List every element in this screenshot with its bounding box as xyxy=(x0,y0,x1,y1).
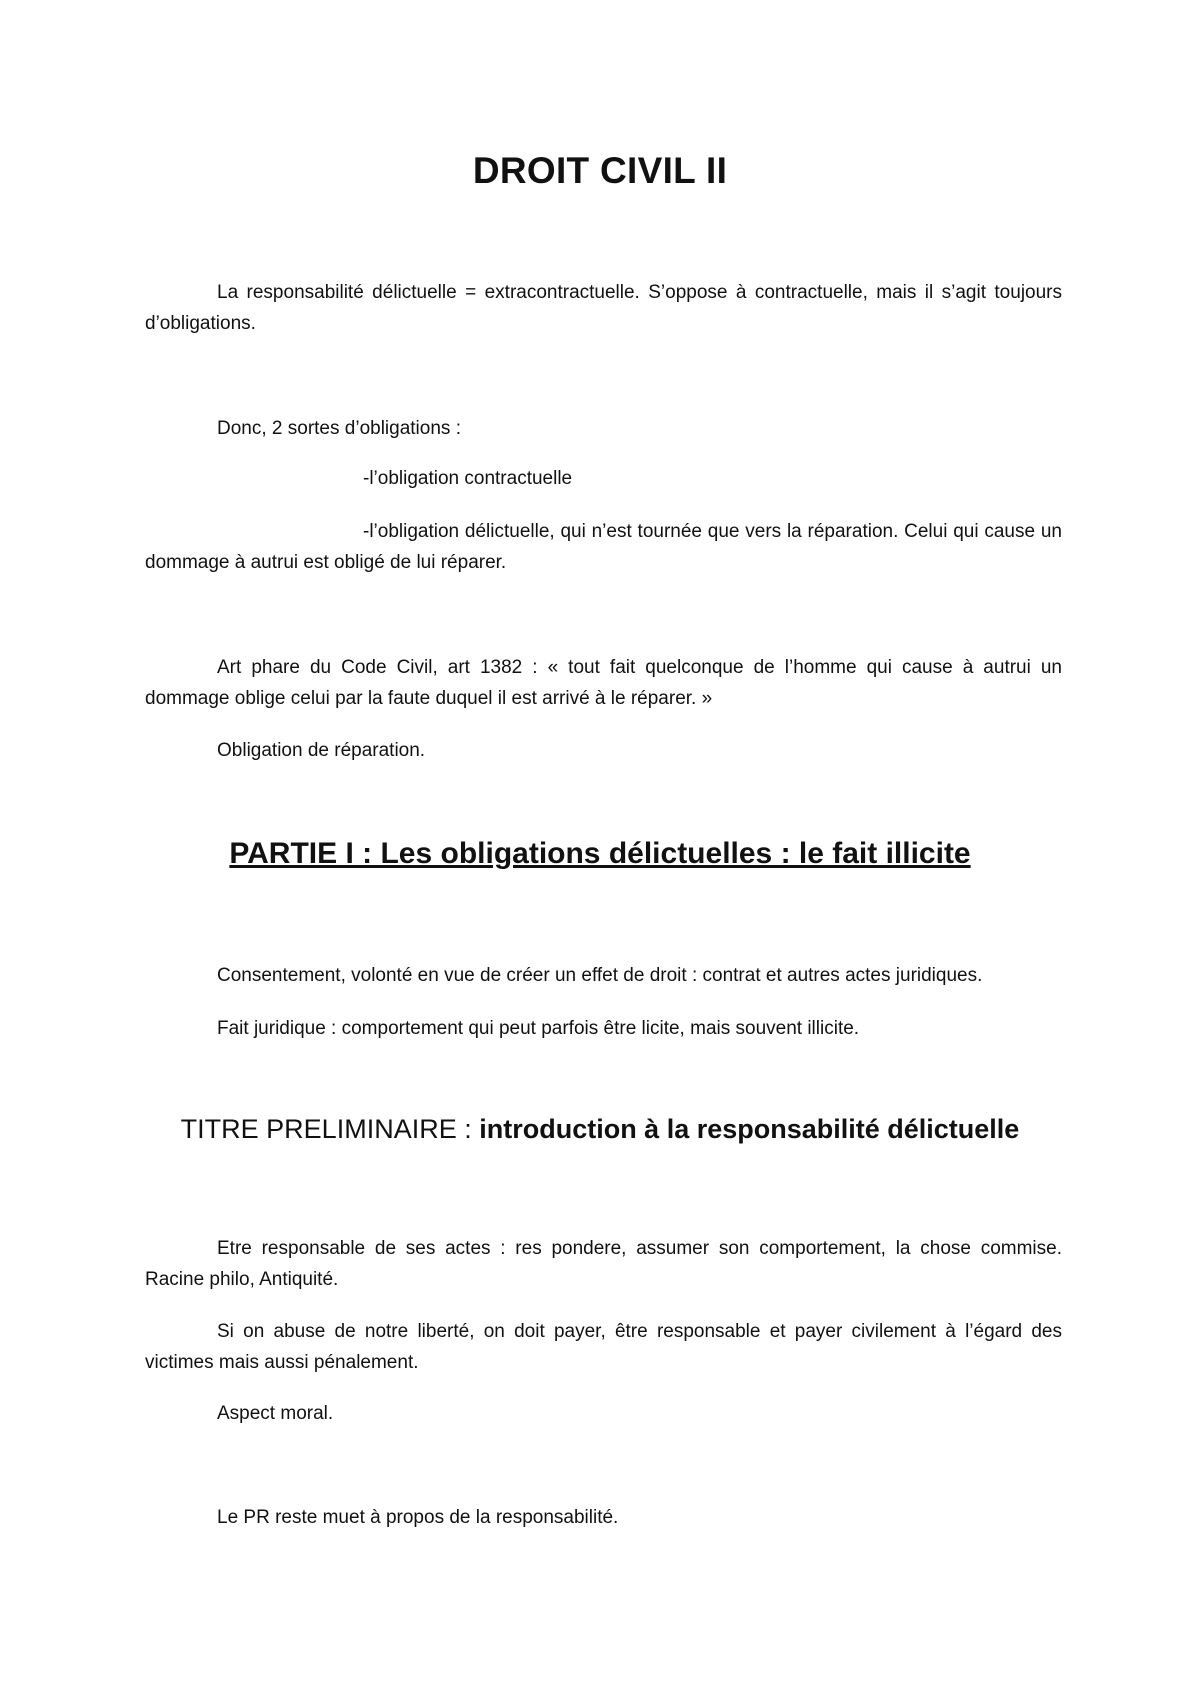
list-item-obligation-delictuelle: -l’obligation délictuelle, qui n’est tournée que vers la réparation. Celui qui cause un dommage à autrui est obligé de lui réparer. xyxy=(145,521,1062,573)
paragraph-etre-responsable: Etre responsable de ses actes : res pondere, assumer son comportement, la chose commise. Racine philo, Antiquité. xyxy=(145,1238,1062,1290)
document-title: DROIT CIVIL II xyxy=(472,150,728,191)
paragraph-abus-liberte: Si on abuse de notre liberté, on doit payer, être responsable et payer civilement à l’égard des victimes mais aussi pénalement. xyxy=(145,1321,1062,1373)
section-heading-partie-1: PARTIE I : Les obligations délictuelles : le fait illicite xyxy=(229,837,971,870)
heading-titre-subject: introduction à la responsabilité délictuelle xyxy=(471,1114,1020,1144)
heading-titre-label: TITRE PRELIMINAIRE : xyxy=(180,1114,472,1144)
paragraph-donc: Donc, 2 sortes d’obligations : xyxy=(217,418,461,439)
paragraph-consentement: Consentement, volonté en vue de créer un effet de droit : contrat et autres actes juridiques. xyxy=(217,965,983,986)
paragraph-intro: La responsabilité délictuelle = extracontractuelle. S’oppose à contractuelle, mais il s’agit toujours d’obligations. xyxy=(145,282,1062,334)
section-heading-titre-preliminaire xyxy=(0,1114,1200,1145)
paragraph-article-1382: Art phare du Code Civil, art 1382 : « tout fait quelconque de l’homme qui cause à autrui un dommage oblige celui par la faute duquel il est arrivé à le réparer. » xyxy=(145,657,1062,709)
list-item-obligation-contractuelle: -l’obligation contractuelle xyxy=(363,468,573,489)
paragraph-aspect-moral: Aspect moral. xyxy=(217,1403,334,1424)
paragraph-fait-juridique: Fait juridique : comportement qui peut parfois être licite, mais souvent illicite. xyxy=(217,1018,860,1039)
paragraph-pr-muet: Le PR reste muet à propos de la responsabilité. xyxy=(217,1507,619,1528)
paragraph-obligation-reparation: Obligation de réparation. xyxy=(217,740,426,761)
